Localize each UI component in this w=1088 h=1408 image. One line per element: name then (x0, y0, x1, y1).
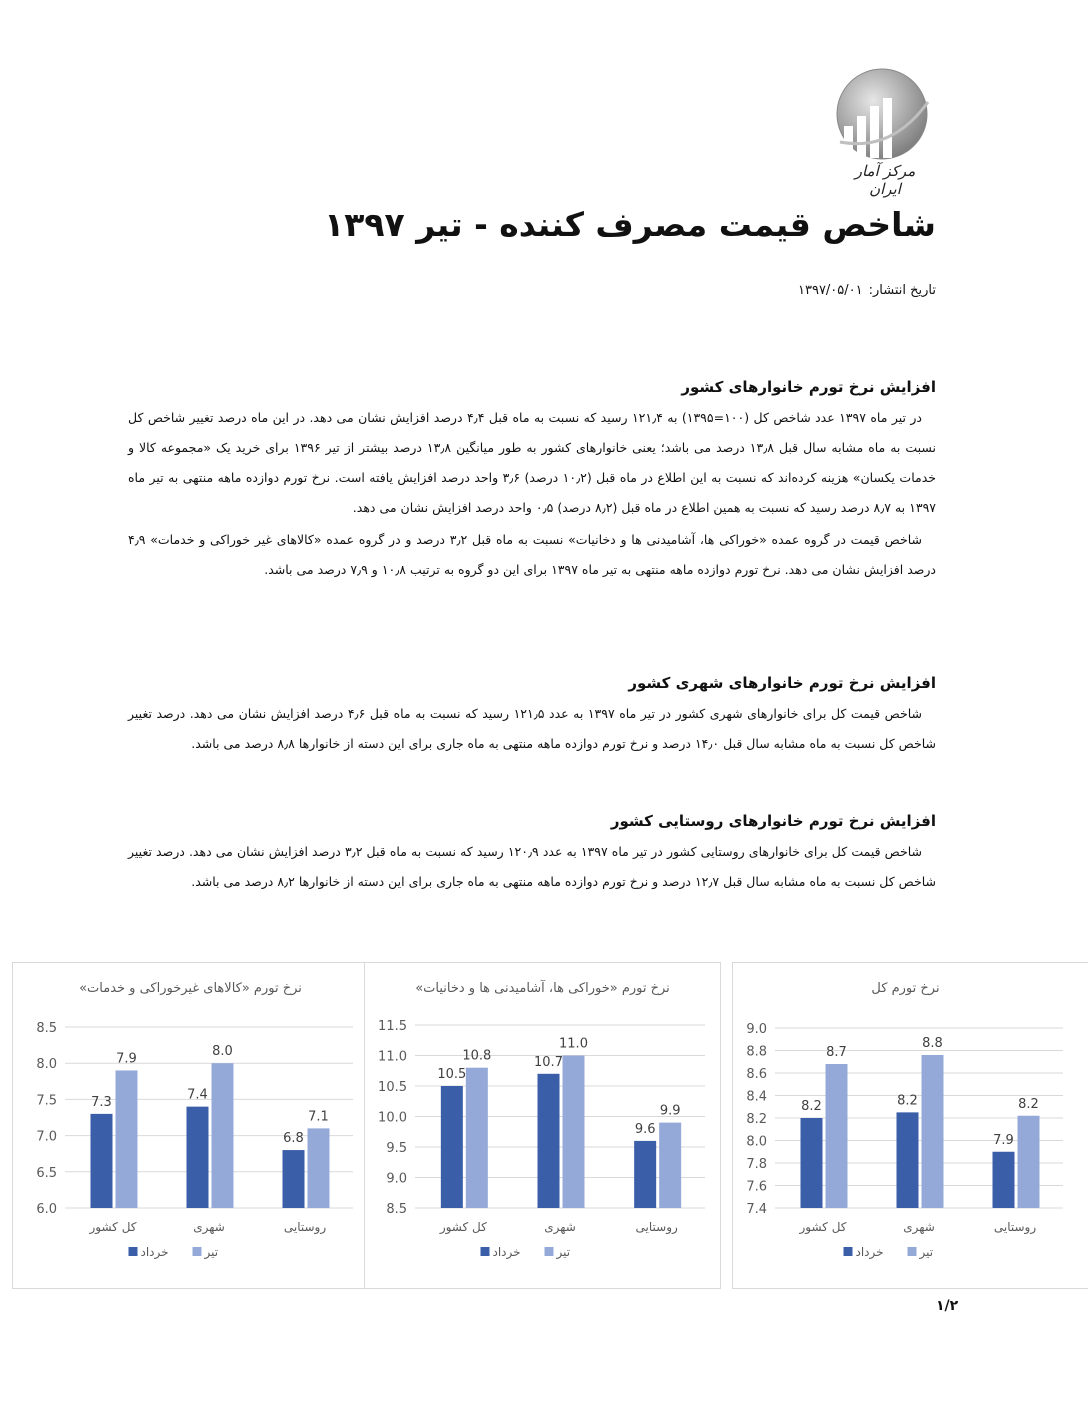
bar-tir (826, 1064, 848, 1208)
bar-khordad (441, 1086, 463, 1208)
bar-khordad (187, 1107, 209, 1208)
y-tick-label: 9.0 (746, 1022, 767, 1037)
section-heading: افزایش نرخ تورم خانوارهای کشور (681, 378, 936, 396)
y-tick-label: 8.6 (746, 1067, 767, 1082)
legend-label-khordad: خرداد (855, 1245, 884, 1259)
data-label: 10.7 (534, 1054, 563, 1070)
bar-tir (922, 1055, 944, 1208)
y-tick-label: 6.5 (36, 1165, 57, 1181)
section-urban (128, 671, 936, 761)
chart-food-svg (365, 963, 720, 1288)
data-label: 8.0 (212, 1044, 233, 1060)
y-tick-label: 9.0 (386, 1171, 407, 1187)
y-tick-label: 7.8 (746, 1157, 767, 1172)
section-heading: افزایش نرخ تورم خانوارهای روستایی کشور (610, 812, 936, 830)
legend-label-tir: تیر (556, 1245, 571, 1259)
legend-swatch-tir (908, 1247, 917, 1256)
bar-khordad (538, 1074, 560, 1208)
sci-logo (832, 68, 932, 198)
section-paragraph: شاخص قیمت کل برای خانوارهای روستایی کشور در تیر ماه ۱۳۹۷ به عدد ۱۲۰٫۹ رسید که نسبت به ماه قبل ۳٫۲ درصد افزایش نشان می دهد. درصد تغییر شاخص کل نسبت به ماه مشابه سال قبل ۱۲٫۷ درصد و نرخ تورم دوازده ماهه منتهی به ماه جاری برای این دسته از خانوارها ۸٫۲ درصد می باشد. (128, 844, 936, 889)
data-label: 7.3 (91, 1094, 112, 1110)
y-tick-label: 8.5 (386, 1202, 407, 1217)
data-label: 7.9 (993, 1132, 1014, 1148)
x-category-label: شهری (544, 1220, 576, 1234)
chart-title: نرخ تورم «خوراکی ها، آشامیدنی ها و دخانیات» (415, 981, 670, 996)
legend-swatch-khordad (844, 1247, 853, 1256)
y-tick-label: 9.5 (386, 1141, 407, 1156)
y-tick-label: 7.6 (746, 1179, 767, 1195)
section-national (128, 375, 936, 587)
data-label: 10.8 (462, 1048, 492, 1064)
section-paragraph: شاخص قیمت کل برای خانوارهای شهری کشور در تیر ماه ۱۳۹۷ به عدد ۱۲۱٫۵ رسید که نسبت به ماه قبل ۴٫۶ درصد افزایش نشان می دهد. درصد تغییر شاخص کل نسبت به ماه مشابه سال قبل ۱۴٫۰ درصد و نرخ تورم دوازده ماهه منتهی به ماه جاری برای این دسته از خانوارها ۸٫۸ درصد می باشد. (128, 706, 936, 751)
chart-food (364, 962, 721, 1289)
chart-title: نرخ تورم کل (871, 981, 940, 996)
data-label: 8.8 (922, 1036, 943, 1051)
data-label: 8.2 (1018, 1096, 1039, 1112)
section-heading: افزایش نرخ تورم خانوارهای شهری کشور (628, 674, 936, 692)
pub-date-value: ۱۳۹۷/۰۵/۰۱ (798, 283, 863, 298)
bar-khordad (91, 1114, 113, 1208)
bar-khordad (993, 1152, 1015, 1208)
chart-total-svg (733, 963, 1078, 1288)
x-category-label: روستایی (993, 1220, 1037, 1234)
data-label: 9.9 (659, 1103, 681, 1119)
y-tick-label: 7.5 (36, 1093, 57, 1109)
legend-swatch-khordad (481, 1247, 490, 1256)
data-label: 7.9 (116, 1051, 137, 1067)
bar-tir (212, 1063, 234, 1208)
org-name: مرکز آمار ایران (854, 162, 916, 198)
legend-swatch-khordad (129, 1247, 138, 1256)
data-label: 11.0 (559, 1036, 588, 1052)
y-tick-label: 7.4 (746, 1202, 767, 1217)
chart-nonfood-svg (13, 963, 368, 1288)
bar-khordad (801, 1118, 823, 1208)
bar-tir (659, 1123, 681, 1208)
x-category-label: کل کشور (799, 1220, 847, 1234)
y-tick-label: 8.2 (746, 1112, 767, 1127)
section-paragraph: در تیر ماه ۱۳۹۷ عدد شاخص کل (۱۰۰=۱۳۹۵) به ۱۲۱٫۴ رسید که نسبت به ماه قبل ۴٫۴ درصد افزایش نشان می دهد. در این ماه درصد تغییر شاخص کل نسبت به ماه مشابه سال قبل ۱۳٫۸ درصد می باشد؛ یعنی خانوارهای کشور به طور میانگین ۱۳٫۸ درصد بیشتر از تیر ۱۳۹۶ برای خرید یک «مجموعه کالا و خدمات یکسان» هزینه کرده‌اند که نسبت به این اطلاع در ماه قبل (۱۰٫۲ درصد) ۳٫۶ واحد درصد افزایش یافته است. نرخ تورم دوازده ماهه منتهی به تیر ماه ۱۳۹۷ به ۸٫۷ درصد رسید که نسبت به همین اطلاع در ماه قبل (۸٫۲ درصد) ۰٫۵ واحد درصد افزایش نشان می دهد. (128, 410, 936, 515)
data-label: 8.7 (826, 1045, 847, 1060)
bar-tir (1018, 1116, 1040, 1208)
data-label: 10.5 (437, 1067, 467, 1082)
bar-tir (466, 1068, 488, 1208)
chart-nonfood (12, 962, 369, 1289)
y-tick-label: 10.0 (378, 1110, 407, 1126)
y-tick-label: 8.5 (36, 1021, 57, 1036)
y-tick-label: 11.5 (378, 1019, 407, 1034)
legend-label-tir: تیر (919, 1245, 934, 1259)
publication-date (792, 283, 936, 298)
bar-khordad (634, 1141, 656, 1208)
y-tick-label: 8.0 (746, 1134, 767, 1150)
bar-tir (308, 1128, 330, 1208)
data-label: 8.2 (801, 1099, 822, 1114)
x-category-label: شهری (193, 1220, 225, 1234)
legend-swatch-tir (545, 1247, 554, 1256)
x-category-label: روستایی (283, 1220, 327, 1234)
page-number: ۱/۲ (936, 1298, 959, 1314)
legend-swatch-tir (193, 1247, 202, 1256)
x-category-label: روستایی (635, 1220, 678, 1234)
y-tick-label: 8.0 (36, 1057, 57, 1073)
x-category-label: کل کشور (89, 1220, 137, 1234)
pub-date-label: تاریخ انتشار: (868, 283, 936, 298)
x-category-label: کل کشور (439, 1220, 487, 1234)
chart-title: نرخ تورم «کالاهای غیرخوراکی و خدمات» (79, 981, 302, 996)
y-tick-label: 6.0 (36, 1202, 57, 1217)
section-paragraph: شاخص قیمت در گروه عمده «خوراکی ها، آشامیدنی ها و دخانیات» نسبت به ماه قبل ۳٫۲ درصد و در گروه عمده «کالاهای غیر خوراکی و خدمات» ۴٫۹ درصد افزایش نشان می دهد. نرخ تورم دوازده ماهه منتهی به تیر ماه ۱۳۹۷ برای این دو گروه به ترتیب ۱۰٫۸ و ۷٫۹ درصد می باشد. (128, 532, 936, 577)
chart-total (732, 962, 1088, 1289)
bar-khordad (283, 1150, 305, 1208)
x-category-label: شهری (903, 1220, 935, 1234)
data-label: 6.8 (283, 1131, 304, 1147)
data-label: 9.6 (634, 1121, 656, 1137)
data-label: 7.4 (187, 1087, 208, 1103)
legend-label-tir: تیر (204, 1245, 219, 1259)
bar-tir (563, 1056, 585, 1209)
y-tick-label: 7.0 (36, 1129, 57, 1145)
data-label: 7.1 (308, 1109, 329, 1125)
y-tick-label: 8.8 (746, 1044, 767, 1060)
legend-label-khordad: خرداد (140, 1245, 169, 1259)
y-tick-label: 11.0 (378, 1049, 407, 1065)
bar-tir (116, 1070, 138, 1208)
data-label: 8.2 (897, 1093, 918, 1109)
bar-khordad (897, 1112, 919, 1208)
legend-label-khordad: خرداد (492, 1245, 521, 1259)
y-tick-label: 8.4 (746, 1089, 767, 1105)
page-title: شاخص قیمت مصرف کننده - تیر ۱۳۹۷ (324, 205, 936, 244)
y-tick-label: 10.5 (378, 1080, 407, 1095)
section-rural (128, 809, 936, 899)
